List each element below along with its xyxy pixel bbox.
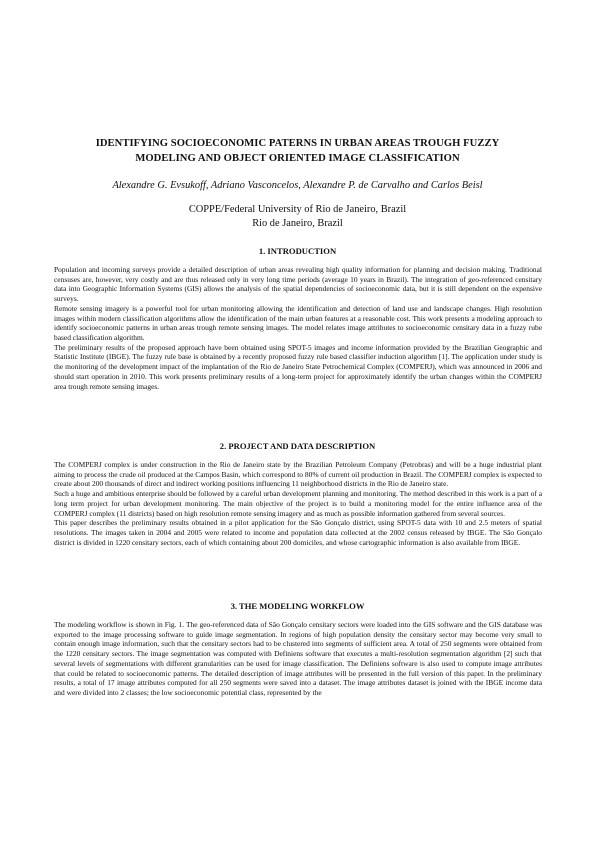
title-line: MODELING AND OBJECT ORIENTED IMAGE CLASSIFICATION xyxy=(135,153,460,164)
section-body xyxy=(54,265,542,391)
paragraph: Remote sensing imagery is a powerful tool for urban monitoring allowing the identification and detection of land use and landscape changes. High resolution images within modern classification algorithms allow the identification of the main urban features at a reasonable cost. This work presents a modeling approach to identify socioeconomic patterns in urban areas trough remote sensing images. The model relates image attributes to socioeconomic censitary data in a fuzzy rube based classification algorithm. xyxy=(54,303,542,343)
affiliation-line: COPPE/Federal University of Rio de Janeiro, Brazil xyxy=(188,204,407,215)
section-heading: 2. PROJECT AND DATA DESCRIPTION xyxy=(219,441,376,451)
paragraph: The modeling workflow is shown in Fig. 1. The geo-referenced data of São Gonçalo censitary sectors were loaded into the GIS software and the GIS database was exported to the image processing software to guide image segmentation. In regions of high population density the censitary sector may become very small to contain enough image information, such that the censitary sectors had to be clustered into segments of sufficient area. A total of 250 segments were obtained from the 1220 censitary sectors. The image segmentation was computed with Definiens software that executes a multi-resolution segmentation algorithm [2] such that several levels of segmentations with different granularities can be used for image classification. The Definiens software is also used to compute image attributes that could be related to socioeconomic patterns. The detailed description of image attributes will be presented in the full version of this paper. In the preliminary results, a total of 17 image attributes computed for all 250 segments were saved into a dataset. The image attributes dataset is joined with the IBGE income data and were divided into 2 classes; the low socioeconomic potential class, represented by the xyxy=(54,620,542,698)
paragraph: Population and incoming surveys provide a detailed description of urban areas revealing high quality information for planning and decision making. Traditional censuses are, however, very costly and are thus released only in very long time periods (average 10 years in Brazil). The integration of geo-referenced censitary data into Geographic Information Systems (GIS) allows the analysis of the spatial dependencies of socioeconomic data, but it is still dependent on the expensive surveys. xyxy=(54,265,542,304)
section-heading: 3. THE MODELING WORKFLOW xyxy=(230,601,365,611)
author-list: Alexandre G. Evsukoff, Adriano Vasconcelos, Alexandre P. de Carvalho and Carlos Beisl xyxy=(112,180,483,191)
paragraph: The COMPERJ complex is under construction in the Rio de Janeiro state by the Brazilian Petroleum Company (Petrobras) and will be a huge industrial plant aiming to process the crude oil produced at the Campos Basin, which correspond to 80% of current oil production in Brazil. The COMPERJ complex is expected to create about 200 thousands of direct and indirect working positions influencing 11 neighborhood districts in the Rio de Janeiro state. xyxy=(54,460,542,489)
section-body xyxy=(54,460,542,547)
affiliation-line: Rio de Janeiro, Brazil xyxy=(252,217,343,229)
section-heading: 1. INTRODUCTION xyxy=(258,246,337,256)
affiliation xyxy=(54,203,541,230)
paper-title xyxy=(54,136,541,166)
paragraph: This paper describes the preliminary results obtained in a pilot application for the São Gonçalo district, using SPOT-5 data with 10 and 2.5 meters of spatial resolutions. The images taken in 2004 and 2005 were related to income and population data collected at the 2002 census released by IBGE. The São Gonçalo district is divided in 1220 censitary sectors, each of which containing about 200 domiciles, and whose cartographic information is also available from IBGE. xyxy=(54,518,542,547)
paragraph: The preliminary results of the proposed approach have been obtained using SPOT-5 images and income information provided by the Brazilian Geographic and Statistic Institute (IBGE). The fuzzy rule base is obtained by a recently proposed fuzzy rule based classifier induction algorithm [1]. The application under study is the monitoring of the development impact of the implantation of the Rio de Janeiro State Petrochemical Complex (COMPERJ), which was announced in 2006 and should start operation in 2010. This work presents preliminary results of a long-term project for approximately identify the urban changes within the COMPERJ area trough remote sensing images. xyxy=(54,342,542,391)
paragraph: Such a huge and ambitious enterprise should be followed by a careful urban development planning and monitoring. The method described in this work is a part of a long term project for urban development monitoring. The main objective of the project is to build a monitoring model for the entire influence area of the COMPERJ complex (11 districts) based on high resolution remote sensing imagery and as much as possible information gathered from several sources. xyxy=(54,489,542,518)
section-body xyxy=(54,620,542,698)
title-line: IDENTIFYING SOCIOECONOMIC PATERNS IN URBAN AREAS TROUGH FUZZY xyxy=(95,138,500,149)
